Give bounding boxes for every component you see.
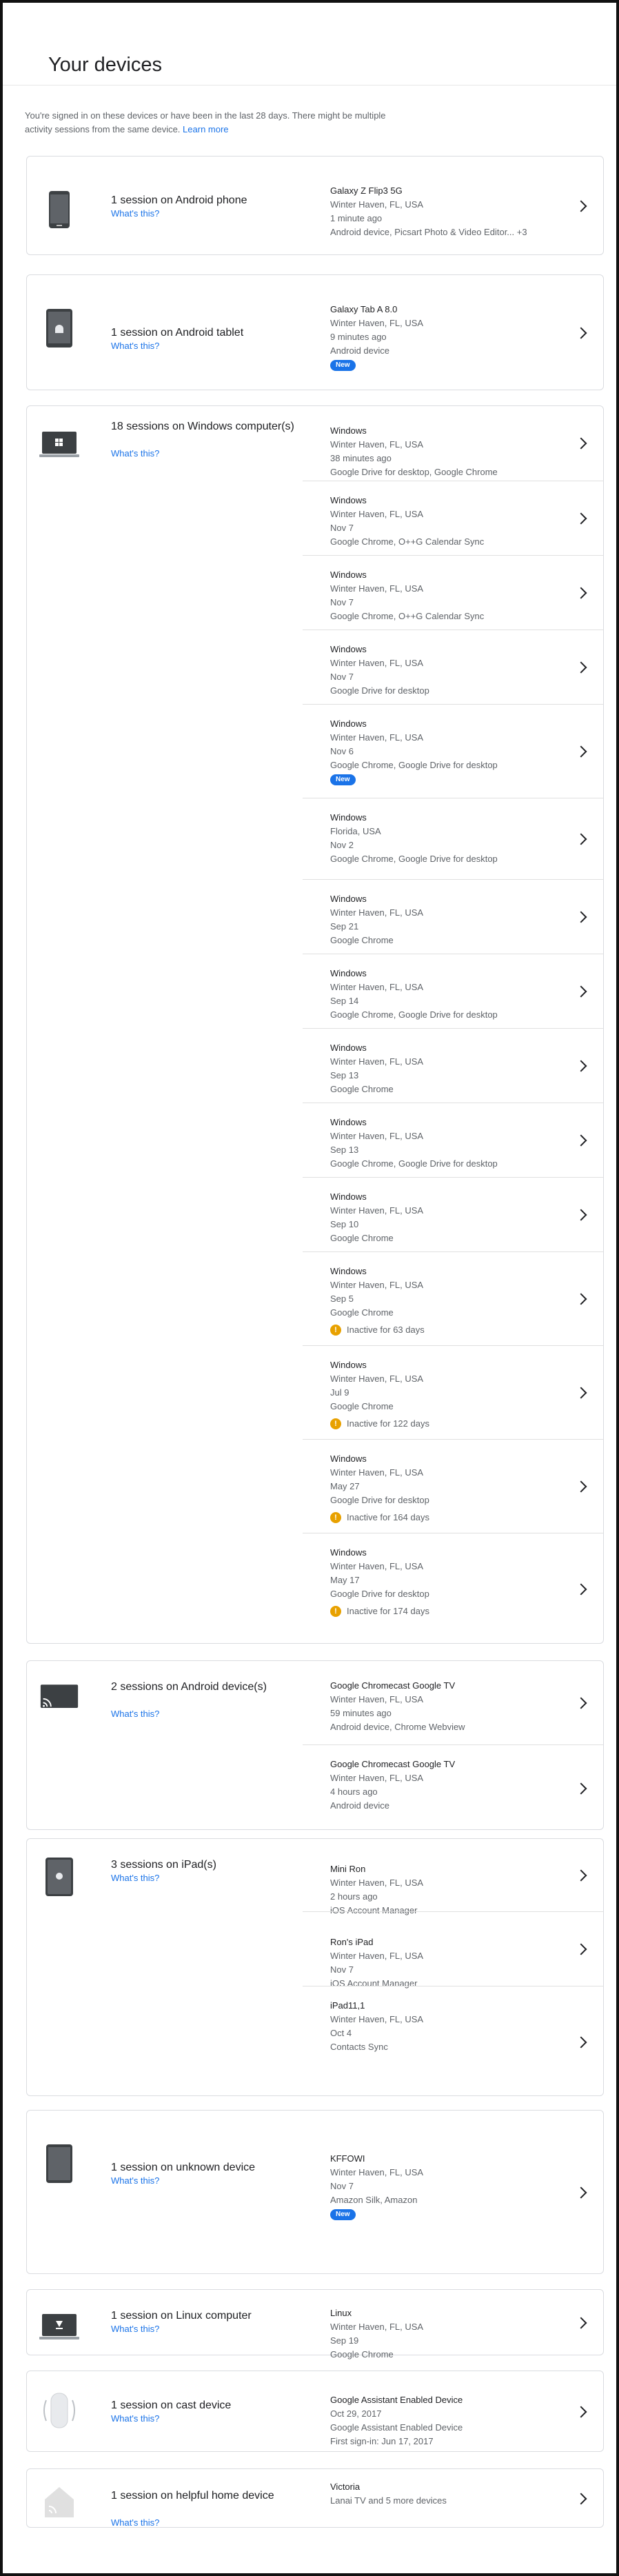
session-device-name: Windows: [330, 1453, 367, 1464]
session-detail: 38 minutes ago: [330, 453, 392, 463]
session-detail: Sep 5: [330, 1294, 354, 1304]
session-detail: Google Chrome, Google Drive for desktop: [330, 1009, 498, 1020]
session-detail: Winter Haven, FL, USA: [330, 2014, 424, 2024]
ipad-icon: [39, 1857, 79, 1897]
session-device-name: Windows: [330, 495, 367, 505]
device-group-card: [26, 156, 604, 255]
session-detail: Winter Haven, FL, USA: [330, 982, 424, 992]
whats-this-link[interactable]: What's this?: [111, 341, 160, 351]
device-group-card: [26, 1660, 604, 1830]
chevron-right-icon: [576, 2406, 587, 2418]
phone-icon: [39, 190, 79, 230]
session-detail: Winter Haven, FL, USA: [330, 509, 424, 519]
session-row[interactable]: [303, 1251, 603, 1345]
session-detail: Winter Haven, FL, USA: [330, 658, 424, 668]
session-row[interactable]: [303, 704, 603, 798]
session-device-name: Windows: [330, 894, 367, 904]
warning-icon: !: [330, 1418, 341, 1429]
session-detail: Jul 9: [330, 1387, 349, 1398]
session-device-name: Windows: [330, 1266, 367, 1276]
speaker-icon: [39, 2391, 79, 2431]
session-detail: Winter Haven, FL, USA: [330, 907, 424, 918]
session-detail: Google Chrome: [330, 1084, 394, 1094]
device-group-card: [26, 2110, 604, 2274]
device-group-title: 1 session on Android tablet: [111, 327, 244, 339]
session-device-name: iPad11,1: [330, 2000, 365, 2011]
session-detail: Florida, USA: [330, 826, 381, 836]
session-detail: 1 minute ago: [330, 213, 383, 223]
device-group-title: 18 sessions on Windows computer(s): [111, 421, 294, 432]
session-detail: Winter Haven, FL, USA: [330, 1056, 424, 1067]
chevron-right-icon: [576, 986, 587, 998]
session-detail: Sep 10: [330, 1219, 359, 1229]
session-detail: Nov 7: [330, 1964, 354, 1975]
session-detail: Sep 13: [330, 1145, 359, 1155]
chevron-right-icon: [576, 1697, 587, 1709]
session-device-name: Mini Ron: [330, 1864, 366, 1874]
session-row[interactable]: [303, 2111, 603, 2275]
session-device-name: Windows: [330, 570, 367, 580]
session-row[interactable]: [303, 1533, 603, 1644]
chevron-right-icon: [576, 438, 587, 450]
session-device-name: Windows: [330, 644, 367, 654]
session-detail: Google Chrome: [330, 935, 394, 945]
session-detail: Winter Haven, FL, USA: [330, 2167, 424, 2177]
session-detail: Nov 2: [330, 840, 354, 850]
device-group-card: [26, 2289, 604, 2359]
chevron-right-icon: [576, 1060, 587, 1072]
session-detail: iOS Account Manager: [330, 1978, 418, 1989]
session-row[interactable]: [303, 798, 603, 879]
whats-this-link[interactable]: What's this?: [111, 2324, 160, 2334]
device-group-title: 1 session on cast device: [111, 2399, 232, 2411]
warning-icon: !: [330, 1325, 341, 1336]
intro-description: You're signed in on these devices or have been in the last 28 days. There might be multiple activity sessions from the same device.: [25, 110, 386, 134]
session-row[interactable]: [303, 157, 603, 256]
session-detail: Nov 7: [330, 672, 354, 682]
session-detail: Winter Haven, FL, USA: [330, 1561, 424, 1571]
session-row[interactable]: [303, 1177, 603, 1251]
session-detail: Winter Haven, FL, USA: [330, 318, 424, 328]
session-row[interactable]: [303, 1439, 603, 1533]
session-detail: Google Chrome, O++G Calendar Sync: [330, 611, 485, 621]
chevron-right-icon: [576, 1944, 587, 1955]
new-badge: New: [330, 2209, 356, 2220]
device-group-title: 1 session on Linux computer: [111, 2310, 252, 2322]
whats-this-link[interactable]: What's this?: [111, 2413, 160, 2424]
session-detail: Google Drive for desktop: [330, 1495, 429, 1505]
inactive-notice: [330, 1511, 429, 1525]
session-detail: Google Assistant Enabled Device: [330, 2422, 463, 2433]
session-detail: Android device: [330, 1800, 389, 1811]
chevron-right-icon: [576, 328, 587, 339]
inactive-text: Inactive for 164 days: [347, 1512, 429, 1522]
chevron-right-icon: [576, 2036, 587, 2048]
session-detail: Google Chrome, Google Drive for desktop: [330, 1158, 498, 1169]
cast-tv-icon: [39, 1678, 79, 1718]
session-detail: May 27: [330, 1481, 360, 1491]
session-device-name: Google Assistant Enabled Device: [330, 2395, 463, 2405]
inactive-text: Inactive for 63 days: [347, 1325, 425, 1335]
session-detail: Google Drive for desktop, Google Chrome: [330, 467, 498, 477]
session-detail: Google Chrome, Google Drive for desktop: [330, 760, 498, 770]
inactive-text: Inactive for 122 days: [347, 1418, 429, 1429]
session-detail: Winter Haven, FL, USA: [330, 1694, 424, 1704]
session-detail: Nov 6: [330, 746, 354, 756]
session-detail: Winter Haven, FL, USA: [330, 583, 424, 594]
session-row[interactable]: [303, 1986, 603, 2097]
session-row[interactable]: [303, 1345, 603, 1439]
session-detail: Winter Haven, FL, USA: [330, 1280, 424, 1290]
device-group-card: [26, 274, 604, 390]
session-device-name: Galaxy Z Flip3 5G: [330, 185, 403, 196]
session-device-name: Windows: [330, 1547, 367, 1558]
session-device-name: Windows: [330, 1117, 367, 1127]
session-detail: Google Drive for desktop: [330, 685, 429, 696]
chevron-right-icon: [576, 746, 587, 758]
session-detail: Oct 4: [330, 2028, 352, 2038]
session-detail: 59 minutes ago: [330, 1708, 392, 1718]
chevron-right-icon: [576, 834, 587, 845]
session-device-name: Windows: [330, 1043, 367, 1053]
session-detail: Google Chrome: [330, 1233, 394, 1243]
session-row[interactable]: [303, 2371, 603, 2453]
device-group-card: [26, 2468, 604, 2528]
session-detail: Winter Haven, FL, USA: [330, 439, 424, 450]
device-group-title: 2 sessions on Android device(s): [111, 1681, 267, 1693]
session-detail: Oct 29, 2017: [330, 2408, 382, 2419]
chevron-right-icon: [576, 1387, 587, 1399]
intro-text: [25, 109, 411, 137]
whats-this-link[interactable]: What's this?: [111, 2175, 160, 2186]
session-detail: Sep 14: [330, 996, 359, 1006]
session-row[interactable]: [303, 1744, 603, 1831]
session-row[interactable]: [303, 1911, 603, 1989]
header: [3, 3, 616, 85]
session-detail: Google Chrome: [330, 1401, 394, 1411]
session-row[interactable]: [303, 954, 603, 1028]
chevron-right-icon: [576, 1294, 587, 1305]
session-detail: Sep 21: [330, 921, 359, 932]
page-title: Your devices: [48, 54, 162, 76]
session-detail: Nov 7: [330, 523, 354, 533]
session-detail: iOS Account Manager: [330, 1905, 418, 1915]
warning-icon: !: [330, 1606, 341, 1617]
session-device-name: Google Chromecast Google TV: [330, 1759, 456, 1769]
session-detail: Google Chrome: [330, 2349, 394, 2359]
session-device-name: Galaxy Tab A 8.0: [330, 304, 398, 314]
session-detail: Android device: [330, 345, 389, 356]
whats-this-link[interactable]: What's this?: [111, 208, 160, 219]
unknown-device-icon: [39, 2144, 79, 2184]
chevron-right-icon: [576, 2493, 587, 2505]
chevron-right-icon: [576, 662, 587, 674]
session-detail: Winter Haven, FL, USA: [330, 2322, 424, 2332]
session-detail: Android device, Picsart Photo & Video Editor... +3: [330, 227, 527, 237]
session-detail: Winter Haven, FL, USA: [330, 732, 424, 743]
inactive-notice: [330, 1417, 429, 1431]
session-detail: May 17: [330, 1575, 360, 1585]
session-detail: Nov 7: [330, 2181, 354, 2191]
session-row[interactable]: [303, 630, 603, 704]
device-group-title: 1 session on unknown device: [111, 2162, 256, 2173]
session-detail: 2 hours ago: [330, 1891, 378, 1902]
whats-this-link[interactable]: What's this?: [111, 1709, 160, 1719]
session-detail: Winter Haven, FL, USA: [330, 199, 424, 210]
session-detail: Winter Haven, FL, USA: [330, 1467, 424, 1478]
session-device-name: Windows: [330, 1360, 367, 1370]
session-device-name: Windows: [330, 968, 367, 978]
session-detail: Contacts Sync: [330, 2042, 388, 2052]
session-row[interactable]: [303, 2469, 603, 2528]
session-row[interactable]: [303, 1028, 603, 1103]
chevron-right-icon: [576, 1209, 587, 1221]
device-group-card: [26, 2371, 604, 2452]
session-row[interactable]: [303, 481, 603, 555]
device-group-title: 1 session on Android phone: [111, 194, 247, 206]
session-detail: First sign-in: Jun 17, 2017: [330, 2436, 434, 2446]
new-badge: New: [330, 360, 356, 371]
session-device-name: Windows: [330, 718, 367, 729]
session-device-name: Ron's iPad: [330, 1937, 374, 1947]
session-device-name: Windows: [330, 425, 367, 436]
chevron-right-icon: [576, 1481, 587, 1493]
linux-laptop-icon: [39, 2306, 79, 2346]
chevron-right-icon: [576, 587, 587, 599]
device-group-card: [26, 1838, 604, 2096]
session-device-name: Windows: [330, 812, 367, 823]
tablet-icon: [39, 308, 79, 348]
session-row[interactable]: [303, 2290, 603, 2359]
session-detail: Google Chrome, O++G Calendar Sync: [330, 536, 485, 547]
home-device-icon: [39, 2482, 79, 2522]
session-row[interactable]: [303, 406, 603, 481]
session-detail: Sep 19: [330, 2335, 359, 2346]
inactive-text: Inactive for 174 days: [347, 1606, 429, 1616]
chevron-right-icon: [576, 513, 587, 525]
learn-more-link[interactable]: Learn more: [183, 124, 229, 134]
session-device-name: Victoria: [330, 2482, 361, 2492]
session-detail: Sep 13: [330, 1070, 359, 1080]
session-detail: Winter Haven, FL, USA: [330, 1373, 424, 1384]
session-detail: 4 hours ago: [330, 1787, 378, 1797]
session-row[interactable]: [303, 879, 603, 954]
session-row[interactable]: [303, 275, 603, 391]
device-group-card: [26, 405, 604, 1644]
whats-this-link[interactable]: What's this?: [111, 1873, 160, 1883]
chevron-right-icon: [576, 201, 587, 212]
warning-icon: !: [330, 1512, 341, 1523]
chevron-right-icon: [576, 2317, 587, 2329]
session-detail: Winter Haven, FL, USA: [330, 1131, 424, 1141]
chevron-right-icon: [576, 1782, 587, 1794]
whats-this-link[interactable]: What's this?: [111, 448, 160, 459]
session-detail: Google Drive for desktop: [330, 1589, 429, 1599]
session-detail: Nov 7: [330, 597, 354, 607]
device-group-title: 3 sessions on iPad(s): [111, 1859, 216, 1871]
chevron-right-icon: [576, 1869, 587, 1881]
new-badge: New: [330, 774, 356, 785]
session-row[interactable]: [303, 1103, 603, 1177]
device-group-title: 1 session on helpful home device: [111, 2490, 274, 2502]
chevron-right-icon: [576, 1584, 587, 1596]
session-detail: Lanai TV and 5 more devices: [330, 2495, 447, 2506]
session-device-name: Linux: [330, 2308, 352, 2318]
session-detail: Google Chrome, Google Drive for desktop: [330, 854, 498, 864]
windows-laptop-icon: [39, 424, 79, 464]
session-device-name: KFFOWI: [330, 2153, 365, 2164]
inactive-notice: [330, 1323, 425, 1337]
session-row[interactable]: [303, 1839, 603, 1915]
session-detail: Google Chrome: [330, 1307, 394, 1318]
session-detail: Winter Haven, FL, USA: [330, 1205, 424, 1216]
inactive-notice: [330, 1604, 429, 1618]
session-detail: Amazon Silk, Amazon: [330, 2195, 418, 2205]
session-detail: Winter Haven, FL, USA: [330, 1773, 424, 1783]
chevron-right-icon: [576, 912, 587, 923]
session-detail: Android device, Chrome Webview: [330, 1722, 465, 1732]
session-device-name: Google Chromecast Google TV: [330, 1680, 456, 1691]
session-row[interactable]: [303, 555, 603, 630]
session-row[interactable]: [303, 1661, 603, 1744]
session-detail: Winter Haven, FL, USA: [330, 1951, 424, 1961]
chevron-right-icon: [576, 2187, 587, 2199]
session-device-name: Windows: [330, 1191, 367, 1202]
session-detail: Winter Haven, FL, USA: [330, 1878, 424, 1888]
whats-this-link[interactable]: What's this?: [111, 2517, 160, 2528]
session-detail: 9 minutes ago: [330, 332, 387, 342]
chevron-right-icon: [576, 1135, 587, 1147]
